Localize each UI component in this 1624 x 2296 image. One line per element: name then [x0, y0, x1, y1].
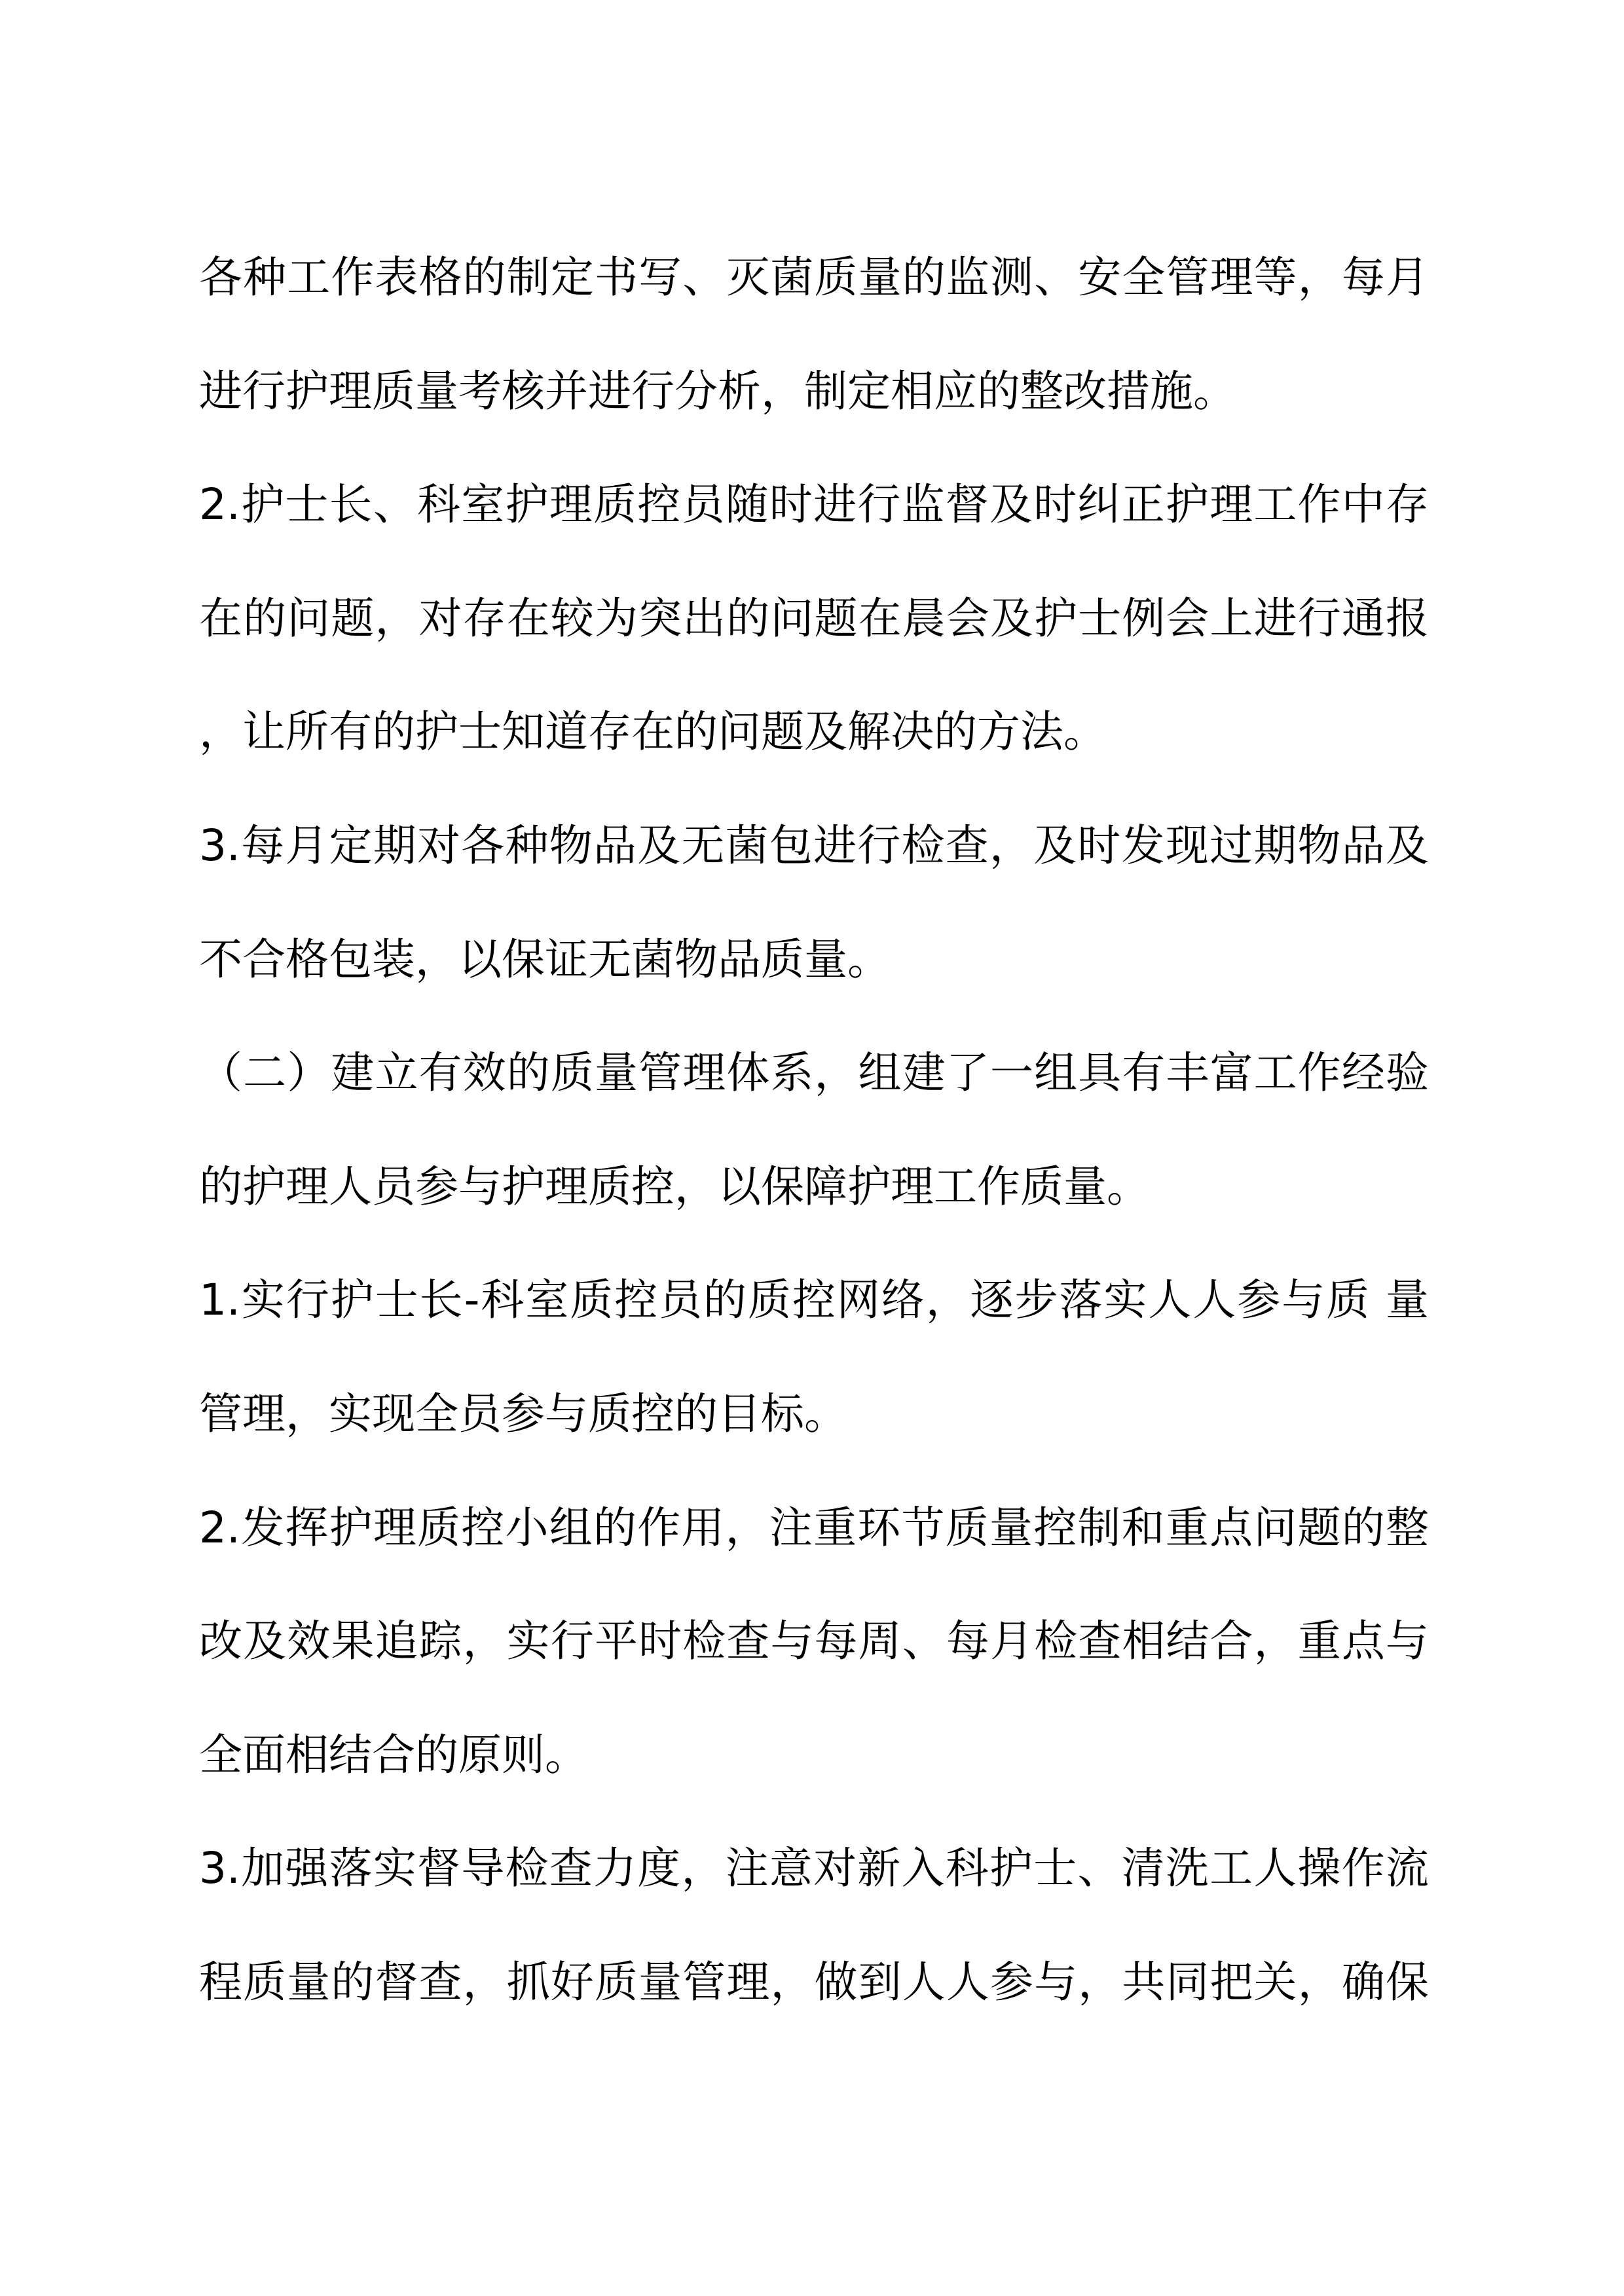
document-page: [199, 221, 1429, 2039]
text-line: 3.加强落实督导检查力度，注意对新入科护士、清洗工人操作流: [199, 1843, 1429, 1894]
text-line: 3.每月定期对各种物品及无菌包进行检查，及时发现过期物品及: [199, 820, 1429, 871]
text-line: 全面相结合的原则。: [199, 1729, 588, 1780]
text-line: ，让所有的护士知道存在的问题及解决的方法。: [199, 706, 1107, 757]
text-line: （二）建立有效的质量管理体系，组建了一组具有丰富工作经验: [199, 1048, 1429, 1099]
text-line: 不合格包装，以保证无菌物品质量。: [199, 934, 891, 985]
text-line: 2.发挥护理质控小组的作用，注重环节质量控制和重点问题的整: [199, 1502, 1429, 1553]
text-line: 管理，实现全员参与质控的目标。: [199, 1388, 847, 1439]
text-line: 程质量的督查，抓好质量管理，做到人人参与，共同把关，确保: [199, 1956, 1429, 2007]
text-line: 1.实行护士长-科室质控员的质控网络，逐步落实人人参与质 量: [199, 1275, 1429, 1326]
text-line: 的护理人员参与护理质控，以保障护理工作质量。: [199, 1161, 1150, 1212]
text-line: 在的问题，对存在较为突出的问题在晨会及护士例会上进行通报: [199, 592, 1429, 644]
text-line: 进行护理质量考核并进行分析，制定相应的整改措施。: [199, 365, 1236, 416]
text-line: 各种工作表格的制定书写、灭菌质量的监测、安全管理等，每月: [199, 252, 1429, 302]
text-line: 2.护士长、科室护理质控员随时进行监督及时纠正护理工作中存: [199, 479, 1429, 530]
text-line: 改及效果追踪，实行平时检查与每周、每月检查相结合，重点与: [199, 1616, 1429, 1667]
